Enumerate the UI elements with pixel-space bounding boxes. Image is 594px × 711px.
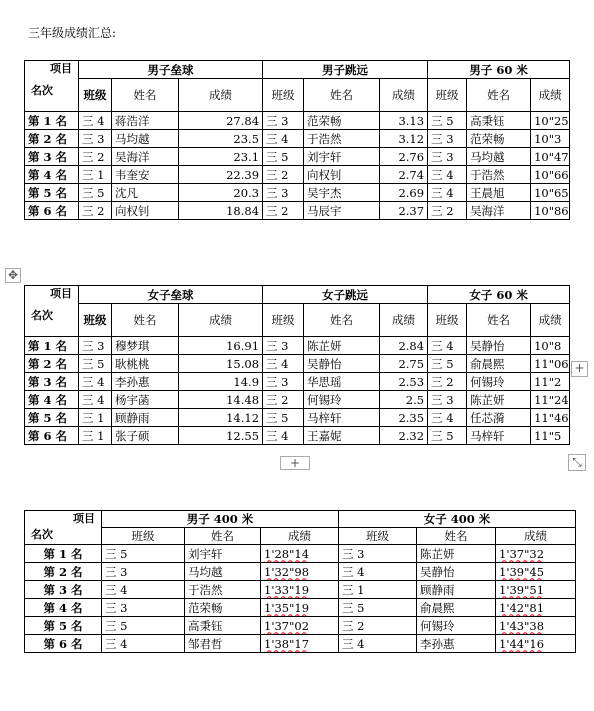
score-cell: 11"5 bbox=[531, 427, 570, 445]
table-row bbox=[25, 617, 576, 635]
name-cell: 陈芷妍 bbox=[304, 337, 380, 355]
name-cell: 马梓轩 bbox=[467, 427, 531, 445]
event-header: 男子垒球 bbox=[79, 61, 263, 79]
table-body bbox=[25, 337, 570, 445]
table-row bbox=[25, 148, 570, 166]
score-cell: 10"8 bbox=[531, 337, 570, 355]
class-header: 班级 bbox=[79, 79, 112, 112]
score-header: 成绩 bbox=[261, 528, 339, 545]
score-cell: 1'38"17 bbox=[261, 635, 339, 653]
class-cell: 三 5 bbox=[79, 355, 112, 373]
add-row-button[interactable]: + bbox=[280, 456, 310, 470]
score-header: 成绩 bbox=[179, 79, 263, 112]
name-cell: 顾静雨 bbox=[417, 581, 496, 599]
class-cell: 三 2 bbox=[79, 202, 112, 220]
score-cell: 2.32 bbox=[380, 427, 428, 445]
class-header: 班级 bbox=[102, 528, 185, 545]
name-cell: 刘宇轩 bbox=[304, 148, 380, 166]
name-header: 姓名 bbox=[304, 304, 380, 337]
name-cell: 李孙惠 bbox=[112, 373, 179, 391]
class-header: 班级 bbox=[339, 528, 417, 545]
score-cell: 14.12 bbox=[179, 409, 263, 427]
name-header: 姓名 bbox=[304, 79, 380, 112]
name-cell: 俞晨熙 bbox=[467, 355, 531, 373]
class-cell: 三 2 bbox=[263, 202, 304, 220]
name-cell: 陈芷妍 bbox=[417, 545, 496, 563]
rank-cell: 第 1 名 bbox=[25, 112, 79, 130]
class-cell: 三 5 bbox=[102, 545, 185, 563]
score-cell: 2.5 bbox=[380, 391, 428, 409]
name-cell: 耿桃桃 bbox=[112, 355, 179, 373]
name-cell: 何锡玲 bbox=[467, 373, 531, 391]
girls-results-table bbox=[24, 285, 570, 445]
rank-cell: 第 4 名 bbox=[25, 166, 79, 184]
score-header: 成绩 bbox=[179, 304, 263, 337]
class-cell: 三 3 bbox=[428, 130, 467, 148]
score-cell: 1'28"14 bbox=[261, 545, 339, 563]
score-header: 成绩 bbox=[380, 304, 428, 337]
class-cell: 三 1 bbox=[79, 166, 112, 184]
rank-cell: 第 2 名 bbox=[25, 355, 79, 373]
name-cell: 向权钊 bbox=[304, 166, 380, 184]
table-row bbox=[25, 337, 570, 355]
page-title: 三年级成绩汇总: bbox=[28, 26, 117, 40]
table-body bbox=[25, 112, 570, 220]
class-cell: 三 5 bbox=[428, 355, 467, 373]
class-cell: 三 1 bbox=[79, 409, 112, 427]
score-cell: 11"24 bbox=[531, 391, 570, 409]
class-cell: 三 5 bbox=[263, 148, 304, 166]
score-header: 成绩 bbox=[380, 79, 428, 112]
name-cell: 范荣畅 bbox=[467, 130, 531, 148]
class-cell: 三 3 bbox=[263, 112, 304, 130]
class-cell: 三 5 bbox=[339, 599, 417, 617]
score-cell: 23.5 bbox=[179, 130, 263, 148]
name-cell: 杨宇菡 bbox=[112, 391, 179, 409]
name-cell: 吴静怡 bbox=[417, 563, 496, 581]
class-cell: 三 4 bbox=[339, 635, 417, 653]
class-cell: 三 1 bbox=[339, 581, 417, 599]
rank-cell: 第 4 名 bbox=[25, 391, 79, 409]
class-cell: 三 3 bbox=[79, 337, 112, 355]
name-cell: 吴宇杰 bbox=[304, 184, 380, 202]
score-cell: 11"46 bbox=[531, 409, 570, 427]
name-cell: 高秉钰 bbox=[467, 112, 531, 130]
class-cell: 三 4 bbox=[79, 112, 112, 130]
name-cell: 张子硕 bbox=[112, 427, 179, 445]
class-cell: 三 3 bbox=[263, 373, 304, 391]
rank-cell: 第 6 名 bbox=[25, 635, 102, 653]
name-cell: 吴静怡 bbox=[467, 337, 531, 355]
score-cell: 1'43"38 bbox=[496, 617, 576, 635]
class-header: 班级 bbox=[263, 304, 304, 337]
class-cell: 三 4 bbox=[79, 373, 112, 391]
event-header: 男子跳远 bbox=[263, 61, 428, 79]
name-cell: 刘宇轩 bbox=[185, 545, 261, 563]
score-cell: 10"3 bbox=[531, 130, 570, 148]
table-row bbox=[25, 635, 576, 653]
table-row bbox=[25, 202, 570, 220]
score-cell: 1'32"98 bbox=[261, 563, 339, 581]
class-cell: 三 5 bbox=[428, 427, 467, 445]
rank-cell: 第 6 名 bbox=[25, 427, 79, 445]
event-header: 女子跳远 bbox=[263, 286, 428, 304]
class-cell: 三 4 bbox=[428, 166, 467, 184]
name-cell: 范荣畅 bbox=[185, 599, 261, 617]
name-cell: 吴静怡 bbox=[304, 355, 380, 373]
name-cell: 李孙惠 bbox=[417, 635, 496, 653]
score-cell: 1'44"16 bbox=[496, 635, 576, 653]
rank-cell: 第 1 名 bbox=[25, 545, 102, 563]
score-cell: 10"25 bbox=[531, 112, 570, 130]
class-header: 班级 bbox=[428, 304, 467, 337]
score-cell: 14.9 bbox=[179, 373, 263, 391]
name-cell: 高秉钰 bbox=[185, 617, 261, 635]
class-cell: 三 2 bbox=[428, 202, 467, 220]
table-row bbox=[25, 581, 576, 599]
name-header: 姓名 bbox=[112, 304, 179, 337]
class-cell: 三 3 bbox=[102, 599, 185, 617]
table-row bbox=[25, 130, 570, 148]
table-row bbox=[25, 545, 576, 563]
score-cell: 1'35"19 bbox=[261, 599, 339, 617]
rank-cell: 第 5 名 bbox=[25, 617, 102, 635]
event-header: 女子 60 米 bbox=[428, 286, 570, 304]
class-cell: 三 3 bbox=[428, 148, 467, 166]
score-cell: 2.35 bbox=[380, 409, 428, 427]
rank-cell: 第 3 名 bbox=[25, 373, 79, 391]
table-row bbox=[25, 373, 570, 391]
class-cell: 三 4 bbox=[102, 581, 185, 599]
class-cell: 三 3 bbox=[102, 563, 185, 581]
score-cell: 1'33"19 bbox=[261, 581, 339, 599]
class-cell: 三 4 bbox=[263, 355, 304, 373]
name-cell: 马辰宇 bbox=[304, 202, 380, 220]
name-cell: 范荣畅 bbox=[304, 112, 380, 130]
class-cell: 三 4 bbox=[263, 427, 304, 445]
rank-label: 名次 bbox=[31, 528, 53, 541]
name-header: 姓名 bbox=[467, 304, 531, 337]
class-cell: 三 3 bbox=[263, 337, 304, 355]
class-header: 班级 bbox=[263, 79, 304, 112]
class-cell: 三 2 bbox=[79, 148, 112, 166]
event-header: 男子 400 米 bbox=[102, 511, 339, 528]
score-cell: 23.1 bbox=[179, 148, 263, 166]
class-cell: 三 4 bbox=[102, 635, 185, 653]
score-cell: 27.84 bbox=[179, 112, 263, 130]
table-row bbox=[25, 184, 570, 202]
name-cell: 华思瑶 bbox=[304, 373, 380, 391]
class-cell: 三 3 bbox=[428, 391, 467, 409]
rank-cell: 第 3 名 bbox=[25, 581, 102, 599]
name-cell: 穆梦琪 bbox=[112, 337, 179, 355]
header-corner bbox=[25, 61, 79, 112]
name-cell: 邹君哲 bbox=[185, 635, 261, 653]
name-cell: 沈凡 bbox=[112, 184, 179, 202]
table-row bbox=[25, 391, 570, 409]
score-cell: 2.69 bbox=[380, 184, 428, 202]
add-column-button[interactable]: + bbox=[571, 361, 588, 377]
name-cell: 王晨旭 bbox=[467, 184, 531, 202]
score-cell: 10"86 bbox=[531, 202, 570, 220]
class-cell: 三 4 bbox=[79, 391, 112, 409]
score-header: 成绩 bbox=[531, 79, 570, 112]
table-row bbox=[25, 112, 570, 130]
name-cell: 马梓轩 bbox=[304, 409, 380, 427]
score-cell: 2.75 bbox=[380, 355, 428, 373]
score-cell: 10"47 bbox=[531, 148, 570, 166]
table-row bbox=[25, 409, 570, 427]
name-cell: 于浩然 bbox=[185, 581, 261, 599]
table-row bbox=[25, 599, 576, 617]
score-cell: 10"66 bbox=[531, 166, 570, 184]
class-cell: 三 5 bbox=[428, 112, 467, 130]
table-move-handle[interactable]: ✥ bbox=[5, 268, 21, 283]
score-cell: 1'37"32 bbox=[496, 545, 576, 563]
table-row bbox=[25, 166, 570, 184]
header-corner bbox=[25, 286, 79, 337]
score-cell: 1'42"81 bbox=[496, 599, 576, 617]
name-cell: 马均越 bbox=[185, 563, 261, 581]
project-label: 项目 bbox=[73, 512, 95, 525]
table-row bbox=[25, 563, 576, 581]
rank-cell: 第 5 名 bbox=[25, 184, 79, 202]
score-header: 成绩 bbox=[531, 304, 570, 337]
rank-cell: 第 3 名 bbox=[25, 148, 79, 166]
rank-cell: 第 4 名 bbox=[25, 599, 102, 617]
score-cell: 10"65 bbox=[531, 184, 570, 202]
score-cell: 11"2 bbox=[531, 373, 570, 391]
score-cell: 15.08 bbox=[179, 355, 263, 373]
name-cell: 王嘉妮 bbox=[304, 427, 380, 445]
name-header: 姓名 bbox=[417, 528, 496, 545]
project-label: 项目 bbox=[50, 62, 72, 75]
400m-results-table bbox=[24, 510, 576, 653]
score-cell: 12.55 bbox=[179, 427, 263, 445]
name-cell: 于浩然 bbox=[304, 130, 380, 148]
score-cell: 1'37"02 bbox=[261, 617, 339, 635]
name-cell: 顾静雨 bbox=[112, 409, 179, 427]
name-cell: 吴海洋 bbox=[112, 148, 179, 166]
name-header: 姓名 bbox=[467, 79, 531, 112]
rank-cell: 第 5 名 bbox=[25, 409, 79, 427]
class-cell: 三 2 bbox=[428, 373, 467, 391]
class-cell: 三 3 bbox=[339, 545, 417, 563]
score-cell: 2.74 bbox=[380, 166, 428, 184]
score-cell: 3.13 bbox=[380, 112, 428, 130]
table-row bbox=[25, 355, 570, 373]
score-cell: 2.37 bbox=[380, 202, 428, 220]
score-header: 成绩 bbox=[496, 528, 576, 545]
score-cell: 2.76 bbox=[380, 148, 428, 166]
table-resize-handle[interactable]: ⤡ bbox=[568, 454, 586, 471]
name-cell: 蒋浩洋 bbox=[112, 112, 179, 130]
score-cell: 22.39 bbox=[179, 166, 263, 184]
rank-cell: 第 2 名 bbox=[25, 130, 79, 148]
score-cell: 2.53 bbox=[380, 373, 428, 391]
name-cell: 何锡玲 bbox=[417, 617, 496, 635]
class-cell: 三 5 bbox=[263, 409, 304, 427]
rank-cell: 第 1 名 bbox=[25, 337, 79, 355]
score-cell: 2.84 bbox=[380, 337, 428, 355]
class-cell: 三 4 bbox=[428, 184, 467, 202]
rank-label: 名次 bbox=[31, 84, 53, 97]
name-cell: 马均越 bbox=[467, 148, 531, 166]
name-cell: 俞晨熙 bbox=[417, 599, 496, 617]
name-cell: 何锡玲 bbox=[304, 391, 380, 409]
class-cell: 三 5 bbox=[79, 184, 112, 202]
boys-results-table bbox=[24, 60, 570, 220]
rank-cell: 第 2 名 bbox=[25, 563, 102, 581]
class-cell: 三 3 bbox=[79, 130, 112, 148]
score-cell: 1'39"51 bbox=[496, 581, 576, 599]
class-cell: 三 3 bbox=[263, 184, 304, 202]
class-cell: 三 4 bbox=[428, 409, 467, 427]
class-cell: 三 4 bbox=[428, 337, 467, 355]
table-body bbox=[25, 545, 576, 653]
class-cell: 三 1 bbox=[79, 427, 112, 445]
class-cell: 三 2 bbox=[339, 617, 417, 635]
header-corner bbox=[25, 511, 102, 545]
class-header: 班级 bbox=[428, 79, 467, 112]
event-header: 女子垒球 bbox=[79, 286, 263, 304]
class-cell: 三 4 bbox=[263, 130, 304, 148]
score-cell: 14.48 bbox=[179, 391, 263, 409]
class-cell: 三 5 bbox=[102, 617, 185, 635]
score-cell: 1'39"45 bbox=[496, 563, 576, 581]
event-header: 女子 400 米 bbox=[339, 511, 576, 528]
name-cell: 马均越 bbox=[112, 130, 179, 148]
score-cell: 3.12 bbox=[380, 130, 428, 148]
name-cell: 吴海洋 bbox=[467, 202, 531, 220]
class-header: 班级 bbox=[79, 304, 112, 337]
class-cell: 三 4 bbox=[339, 563, 417, 581]
rank-label: 名次 bbox=[31, 309, 53, 322]
class-cell: 三 2 bbox=[263, 166, 304, 184]
name-header: 姓名 bbox=[185, 528, 261, 545]
name-header: 姓名 bbox=[112, 79, 179, 112]
class-cell: 三 2 bbox=[263, 391, 304, 409]
name-cell: 向权钊 bbox=[112, 202, 179, 220]
score-cell: 20.3 bbox=[179, 184, 263, 202]
score-cell: 11"06 bbox=[531, 355, 570, 373]
name-cell: 于浩然 bbox=[467, 166, 531, 184]
project-label: 项目 bbox=[50, 287, 72, 300]
event-header: 男子 60 米 bbox=[428, 61, 570, 79]
name-cell: 韦奎安 bbox=[112, 166, 179, 184]
score-cell: 18.84 bbox=[179, 202, 263, 220]
table-row bbox=[25, 427, 570, 445]
name-cell: 任芯漪 bbox=[467, 409, 531, 427]
score-cell: 16.91 bbox=[179, 337, 263, 355]
name-cell: 陈芷妍 bbox=[467, 391, 531, 409]
rank-cell: 第 6 名 bbox=[25, 202, 79, 220]
